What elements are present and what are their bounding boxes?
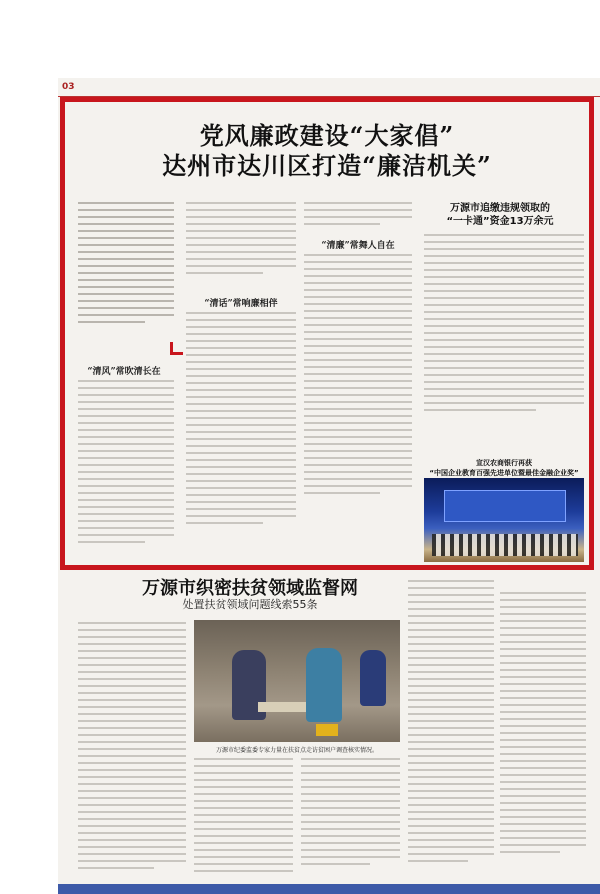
lower-column-4-text [500,592,586,880]
side-story-title-line-1: 万源市追缴违规领取的 [450,203,550,214]
poverty-visit-photo [194,620,400,742]
side-photo-caption [424,458,584,478]
lower-headline: 万源市织密扶贫领域监督网 [142,578,358,599]
column-mid1-text-top [186,202,296,290]
side-story-text [424,234,584,446]
column-mid2-text-top [304,202,412,232]
lower-column-2-text [194,758,400,880]
yellow-stool [316,724,338,736]
column-mid2-text [304,254,412,540]
lower-column-1-text [78,622,186,880]
lower-column-3-text [408,580,494,880]
column-left-text [78,380,174,560]
subhead-mid-1: “清话”常响廉相伴 [204,299,278,309]
bottom-color-bar [58,884,600,894]
intro-quote-block [78,202,174,344]
subhead-mid-2: “清廉”常舞人自在 [321,241,395,251]
award-ceremony-photo [424,478,584,562]
page-number: 03 [62,82,75,92]
running-header [58,80,600,97]
side-photo-caption-line-1: 宣汉农商银行再获 [476,459,532,467]
side-photo-caption-line-2: “中国企业教育百强先进单位暨最佳金融企业奖” [429,469,579,477]
stage-screen [444,490,566,522]
subhead-left-1: “清风”常吹清长在 [87,367,161,377]
person-seated-center [306,648,342,722]
lower-photo-caption: 万源市纪委监委专家力量在扶贫点走访贫困户调查核实情况。 [215,747,378,754]
lower-subheadline: 处置扶贫领域问题线索55条 [182,598,318,611]
side-story-title-line-2: “一卡通”资金13万余元 [446,216,554,227]
quote-marker [170,342,183,355]
column-mid1-text [186,312,296,560]
headline-line-1: 党风廉政建设“大家倡” [199,121,455,150]
side-story-title [420,202,580,228]
people-row [432,534,578,556]
headline-line-2: 达州市达川区打造“廉洁机关” [162,151,492,180]
person-standing-right [360,650,386,706]
